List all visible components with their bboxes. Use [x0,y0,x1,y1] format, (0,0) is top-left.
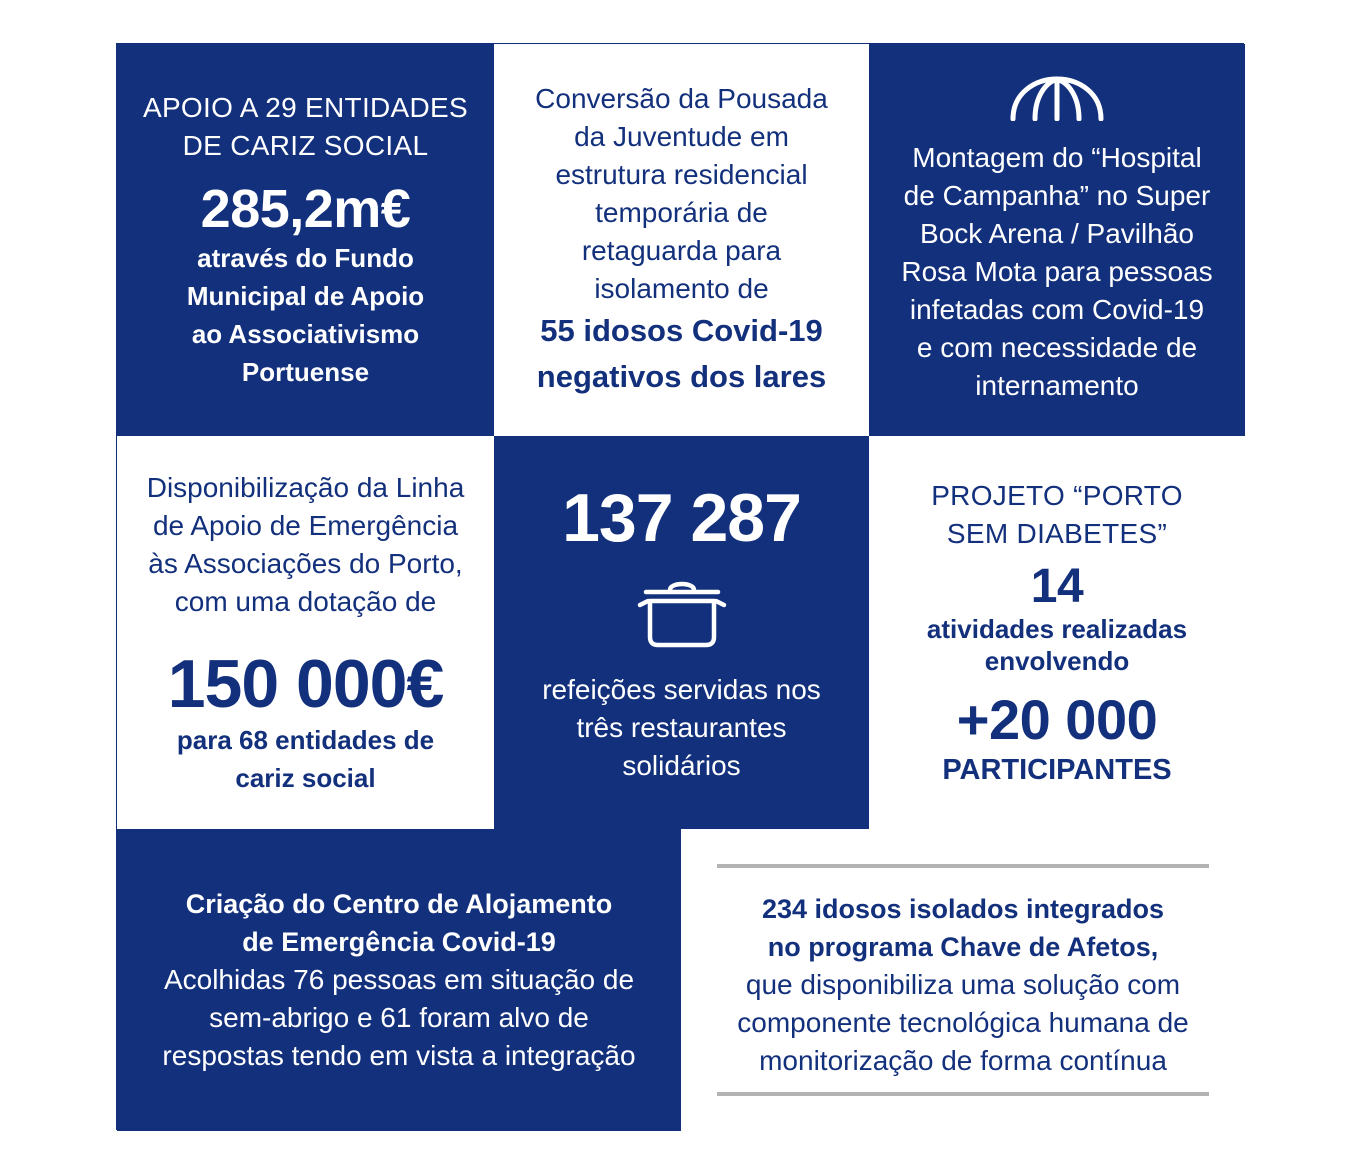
text-line: estrutura residencial [555,159,808,190]
bold-line: de Emergência Covid-19 [242,927,556,957]
divider [717,1092,1209,1096]
cell-emergency-shelter [117,829,681,1131]
bold-line: Criação do Centro de Alojamento [185,889,613,919]
text-line: Rosa Mota para pessoas [901,256,1213,287]
divider [717,864,1209,868]
desc-line: Portuense [241,357,370,387]
text-line: refeições servidas nos [542,673,821,705]
cell-title-line: PROJETO “PORTO [931,479,1183,511]
text-line: de Apoio de Emergência [152,509,459,541]
cell-social-entities-support [117,44,494,436]
text-line: sem-abrigo e 61 foram alvo de [209,1002,589,1033]
text-line: Conversão da Pousada [535,83,828,114]
desc-line: Municipal de Apoio [186,281,425,311]
cell-youth-hostel-conversion [494,44,869,436]
meals-number: 137 287 [562,479,801,556]
text-line: e com necessidade de [916,332,1198,363]
cell-meals-served [494,436,869,829]
dome-icon [1009,75,1105,121]
desc-line: envolvendo [984,645,1130,676]
cell-porto-sem-diabetes [869,436,1245,829]
highlight-line: 55 idosos Covid-19 [540,313,823,348]
text-line: monitorização de forma contínua [759,1045,1167,1076]
text-line: internamento [975,370,1139,401]
cooking-pot-icon [636,579,728,649]
text-line: temporária de [595,197,768,228]
highlight-line: negativos dos lares [536,359,827,394]
text-line: Disponibilização da Linha [146,471,465,503]
participants-number: +20 000 [956,687,1158,751]
text-line: retaguarda para [581,235,782,266]
text-line: Bock Arena / Pavilhão [920,218,1194,249]
cell-title-line: APOIO A 29 ENTIDADES [142,92,468,123]
text-line: respostas tendo em vista a integração [162,1040,636,1071]
bold-line: no programa Chave de Afetos, [767,932,1159,962]
desc-line: através do Fundo [197,243,414,273]
activities-count: 14 [1030,559,1084,613]
amount-value: 150 000€ [167,645,444,722]
text-line: da Juventude em [574,121,789,152]
cell-emergency-support-line [117,436,494,829]
desc-line: ao Associativismo [191,319,420,349]
text-line: solidários [622,749,741,781]
desc-line: atividades realizadas [926,613,1188,644]
text-line: Montagem do “Hospital [912,142,1202,173]
infographic-grid [116,43,1244,1130]
cell-title-line: SEM DIABETES” [946,517,1168,549]
text-line: três restaurantes [576,711,787,743]
text-line: componente tecnológica humana de [737,1007,1189,1038]
text-line: infetadas com Covid-19 [909,294,1205,325]
cell-field-hospital [869,44,1245,436]
desc-line: para 68 entidades de [176,724,435,755]
amount-value: 285,2m€ [200,179,411,239]
text-line: isolamento de [594,273,769,304]
text-line: que disponibiliza uma solução com [745,969,1181,1000]
participants-label: PARTICIPANTES [942,753,1172,786]
text-line: às Associações do Porto, [148,547,463,579]
cell-chave-de-afetos [681,829,1245,1131]
bold-line: 234 idosos isolados integrados [761,894,1165,924]
text-line: de Campanha” no Super [903,180,1211,211]
text-line: com uma dotação de [174,585,437,617]
cell-title-line: DE CARIZ SOCIAL [182,130,429,161]
text-line: Acolhidas 76 pessoas em situação de [163,964,635,995]
desc-line: cariz social [235,762,376,793]
